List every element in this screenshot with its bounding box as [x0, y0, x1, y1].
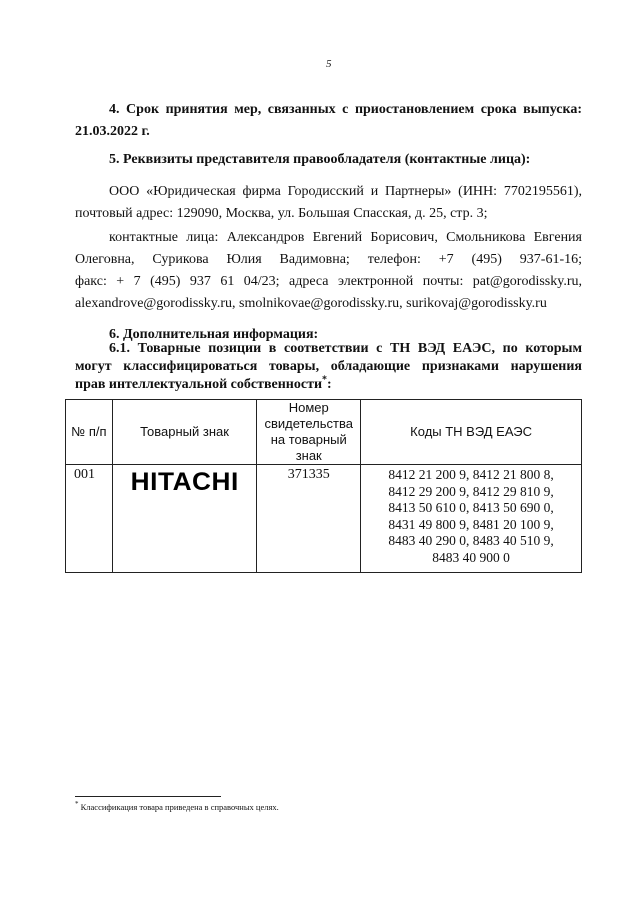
code-line: 8483 40 290 0, 8483 40 510 9,: [388, 533, 554, 548]
header-mark: Товарный знак: [112, 400, 257, 465]
contacts-line: факс: + 7 (495) 937 61 04/23; адреса электронной почты: pat@gorodissky.ru,: [75, 274, 582, 289]
section-6-1: [75, 340, 582, 394]
contacts-emails: alexandrove@gorodissky.ru, smolnikovae@gorodissky.ru, surikovaj@gorodissky.ru: [75, 296, 547, 311]
section-6-1-line: [75, 376, 582, 394]
section-4-line1: 4. Срок принятия мер, связанных с приостановлением срока выпуска:: [109, 102, 582, 117]
code-line: 8483 40 900 0: [432, 549, 510, 565]
section-6-1-line: могут классифицироваться товары, обладающие признаками нарушения: [75, 359, 582, 374]
section-5-title: 5. Реквизиты представителя правообладателя (контактные лица):: [109, 152, 531, 167]
code-line: 8412 21 200 9, 8412 21 800 8,: [388, 467, 554, 482]
footnote: [75, 802, 279, 812]
code-line: 8412 29 200 9, 8412 29 810 9,: [388, 483, 554, 499]
header-codes: Коды ТН ВЭД ЕАЭС: [361, 400, 582, 465]
hitachi-logo: HITACHI: [130, 468, 239, 496]
section-6-1-text: прав интеллектуальной собственности: [75, 377, 323, 392]
postal-address: почтовый адрес: 129090, Москва, ул. Большая Спасская, д. 25, стр. 3;: [75, 206, 488, 221]
table-row: [66, 465, 582, 573]
footnote-divider: [75, 796, 221, 797]
section-4-date: 21.03.2022 г.: [75, 124, 150, 139]
header-cert: Номер свидетельства на товарный знак: [257, 400, 361, 465]
table-header-row: [66, 400, 582, 465]
contacts-line: Олеговна, Сурикова Юлия Вадимовна; телефон: +7 (495) 937-61-16;: [75, 252, 582, 267]
section-6-1-line: 6.1. Товарные позиции в соответствии с ТН ВЭД ЕАЭС, по которым: [109, 341, 582, 356]
goods-table: [65, 399, 582, 573]
organization-block: [75, 181, 582, 225]
section-6-title: 6. Дополнительная информация:: [109, 327, 319, 342]
page-number: 5: [326, 58, 332, 70]
footnote-text: Классификация товара приведена в справочных целях.: [80, 802, 279, 812]
trademark-cell: [112, 465, 257, 573]
section-6-1-colon: :: [327, 377, 332, 392]
code-line: 8431 49 800 9, 8481 20 100 9,: [388, 516, 554, 532]
contacts-line: контактные лица: Александров Евгений Борисович, Смольникова Евгения: [109, 230, 582, 245]
organization-name: ООО «Юридическая фирма Городисский и Партнеры» (ИНН: 7702195561),: [109, 184, 582, 199]
footnote-star: *: [75, 800, 79, 809]
tn-ved-codes: [361, 465, 582, 573]
contacts-block: [75, 227, 582, 315]
certificate-number: 371335: [257, 465, 361, 573]
section-4-deadline: [75, 99, 582, 143]
header-no: № п/п: [66, 400, 113, 465]
code-line: 8413 50 610 0, 8413 50 690 0,: [388, 500, 554, 515]
row-number: 001: [66, 465, 113, 573]
footnote-marker: *: [322, 374, 328, 386]
